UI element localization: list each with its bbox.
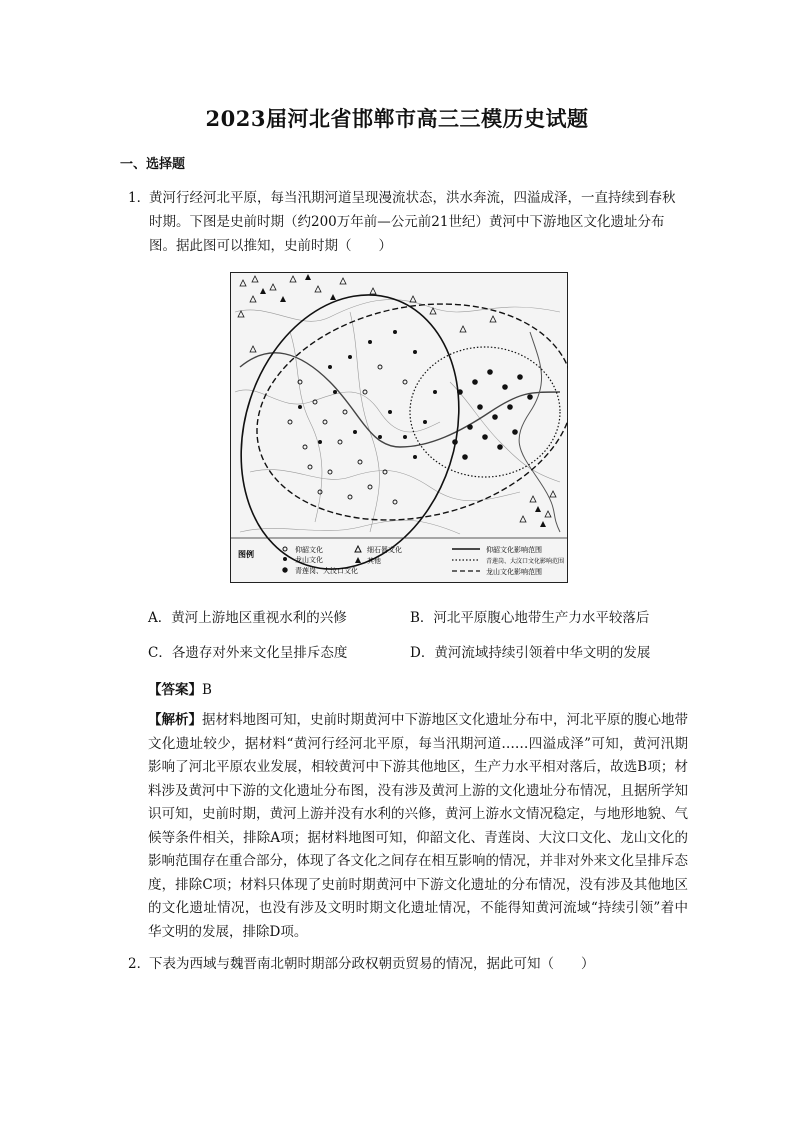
svg-text:青莲岗、大汶口文化: 青莲岗、大汶口文化: [295, 567, 358, 575]
question-number: 2．: [128, 956, 151, 972]
svg-text:细石器文化: 细石器文化: [367, 546, 402, 554]
svg-text:龙山文化: 龙山文化: [295, 556, 323, 564]
question-text: 下表为西域与魏晋南北朝时期部分政权朝贡贸易的情况，据此可知（ ）: [149, 956, 595, 972]
svg-text:青莲岗、大汶口文化影响范围: 青莲岗、大汶口文化影响范围: [486, 558, 565, 565]
option-a[interactable]: A．黄河上游地区重视水利的兴修: [148, 610, 347, 626]
section-heading: 一、选择题: [120, 157, 186, 172]
option-b[interactable]: B．河北平原腹心地带生产力水平较落后: [410, 610, 650, 626]
analysis-text: 据材料地图可知，史前时期黄河中下游地区文化遗址分布中，河北平原的腹心地带文化遗址较少，据材料“黄河行经河北平原，每当汛期河道……四溢成泽”可知，黄河汛期影响了河北平原农业发展，相较黄河中下游其他地区，生产力水平相对落后，故选B项；材料涉及黄河中下游的文化遗址分布图，没有涉及黄河上游的文化遗址分布情况，且据所学知识可知，史前时期，黄河上游并没有水利的兴修，黄河上游水文情况稳定，与地形地貌、气候等条件相关，排除A项；据材料地图可知，仰韶文化、青莲岗、大汶口文化、龙山文化的影响范围存在重合部分，体现了各文化之间存在相互影响的情况，并非对外来文化呈排斥态度，排除C项；材料只体现了史前时期黄河中下游文化遗址的分布情况，没有涉及其他地区的文化遗址情况，也没有涉及文明时期文化遗址情况，不能得知黄河流域“持续引领”着中华文明的发展，排除D项。: [148, 712, 688, 940]
svg-text:龙山文化影响范围: 龙山文化影响范围: [486, 568, 542, 576]
option-c[interactable]: C．各遗存对外来文化呈排斥态度: [148, 645, 348, 661]
analysis-block: [148, 709, 688, 944]
option-d[interactable]: D．黄河流域持续引领着中华文明的发展: [410, 645, 651, 661]
page-title: 2023届河北省邯郸市高三三模历史试题: [205, 106, 589, 131]
analysis-label: 【解析】: [148, 712, 202, 728]
svg-text:仰韶文化: 仰韶文化: [295, 546, 323, 554]
svg-text:图例: 图例: [238, 550, 254, 559]
svg-text:其他: 其他: [367, 557, 381, 565]
svg-text:仰韶文化影响范围: 仰韶文化影响范围: [486, 546, 542, 554]
question-2: [128, 952, 688, 976]
answer-line: [148, 678, 212, 698]
question-text: 黄河行经河北平原，每当汛期河道呈现漫流状态，洪水奔流，四溢成泽，一直持续到春秋时期。下图是史前时期（约200万年前—公元前21世纪）黄河中下游地区文化遗址分布图。据此图可以推知，史前时期（ ）: [149, 190, 676, 254]
answer-label: 【答案】: [148, 682, 202, 698]
question-number: 1．: [128, 190, 151, 206]
answer-value: B: [202, 682, 212, 698]
question-1: [128, 186, 688, 258]
culture-site-map: [230, 272, 568, 583]
